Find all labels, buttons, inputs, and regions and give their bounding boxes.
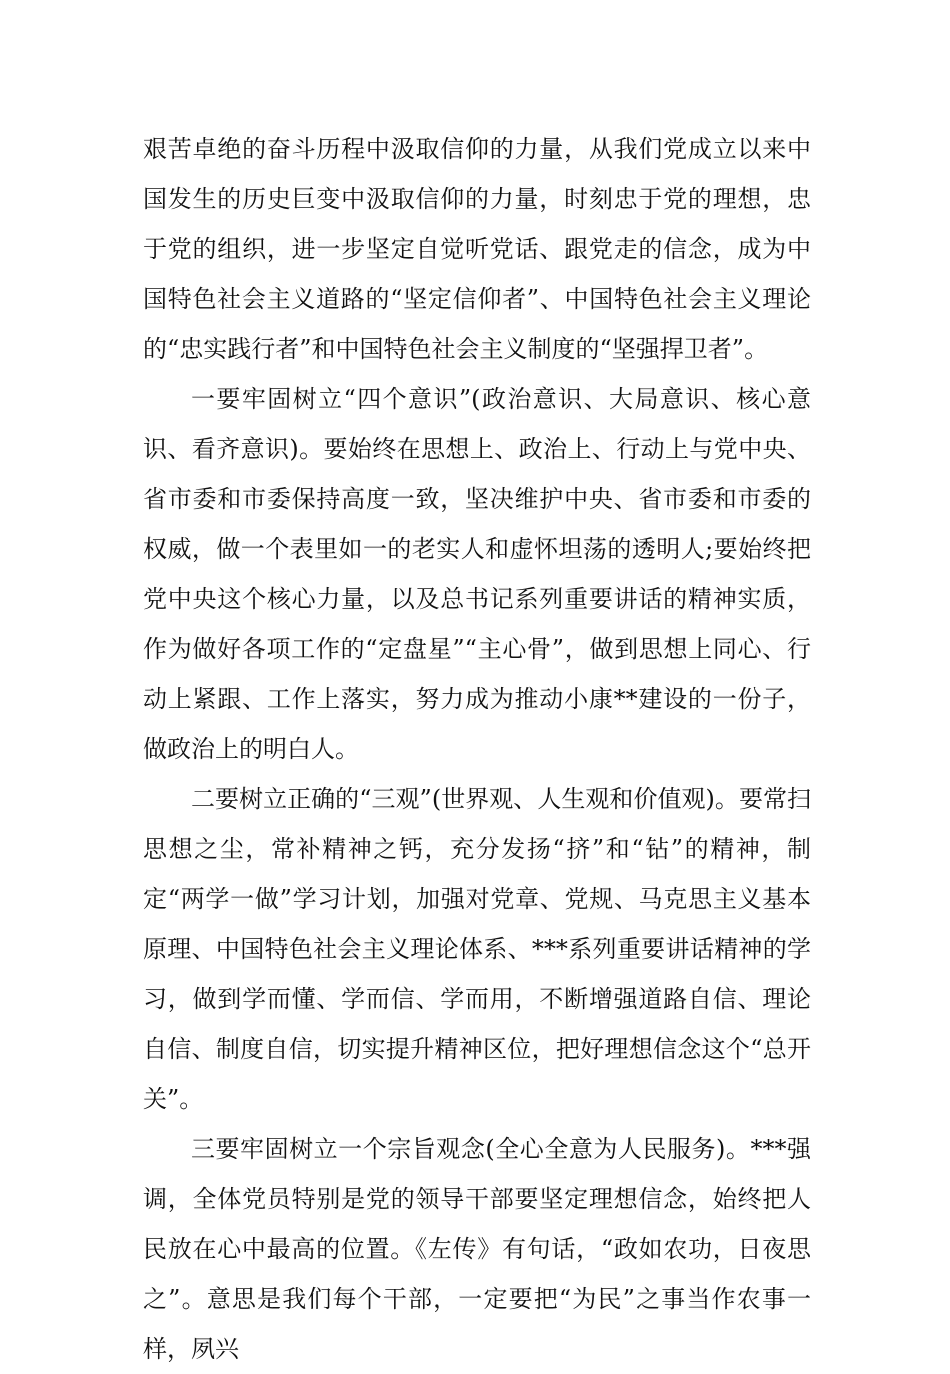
paragraph-3: 二要树立正确的“三观”(世界观、人生观和价值观)。要常扫思想之尘，常补精神之钙，充分发扬“挤”和“钻”的精神，制定“两学一做”学习计划，加强对党章、党规、马克思主义基本原理、中国特色社会主义理论体系、***系列重要讲话精神的学习，做到学而懂、学而信、学而用，不断增强道路自信、理论自信、制度自信，切实提升精神区位，把好理想信念这个“总开关”。 <box>143 785 811 1113</box>
paragraph-4: 三要牢固树立一个宗旨观念(全心全意为人民服务)。***强调，全体党员特别是党的领导干部要坚定理想信念，始终把人民放在心中最高的位置。《左传》有句话，“政如农功，日夜思之”。意思是我们每个干部，一定要把“为民”之事当作农事一样，夙兴 <box>143 1135 811 1363</box>
paragraph-1: 艰苦卓绝的奋斗历程中汲取信仰的力量，从我们党成立以来中国发生的历史巨变中汲取信仰的力量，时刻忠于党的理想，忠于党的组织，进一步坚定自觉听党话、跟党走的信念，成为中国特色社会主义道路的“坚定信仰者”、中国特色社会主义理论的“忠实践行者”和中国特色社会主义制度的“坚强捍卫者”。 <box>143 135 811 363</box>
paragraph-2: 一要牢固树立“四个意识”(政治意识、大局意识、核心意识、看齐意识)。要始终在思想上、政治上、行动上与党中央、省市委和市委保持高度一致，坚决维护中央、省市委和市委的权威，做一个表里如一的老实人和虚怀坦荡的透明人;要始终把党中央这个核心力量，以及总书记系列重要讲话的精神实质，作为做好各项工作的“定盘星”“主心骨”，做到思想上同心、行动上紧跟、工作上落实，努力成为推动小康**建设的一份子，做政治上的明白人。 <box>143 385 811 763</box>
document-body <box>143 124 811 1374</box>
